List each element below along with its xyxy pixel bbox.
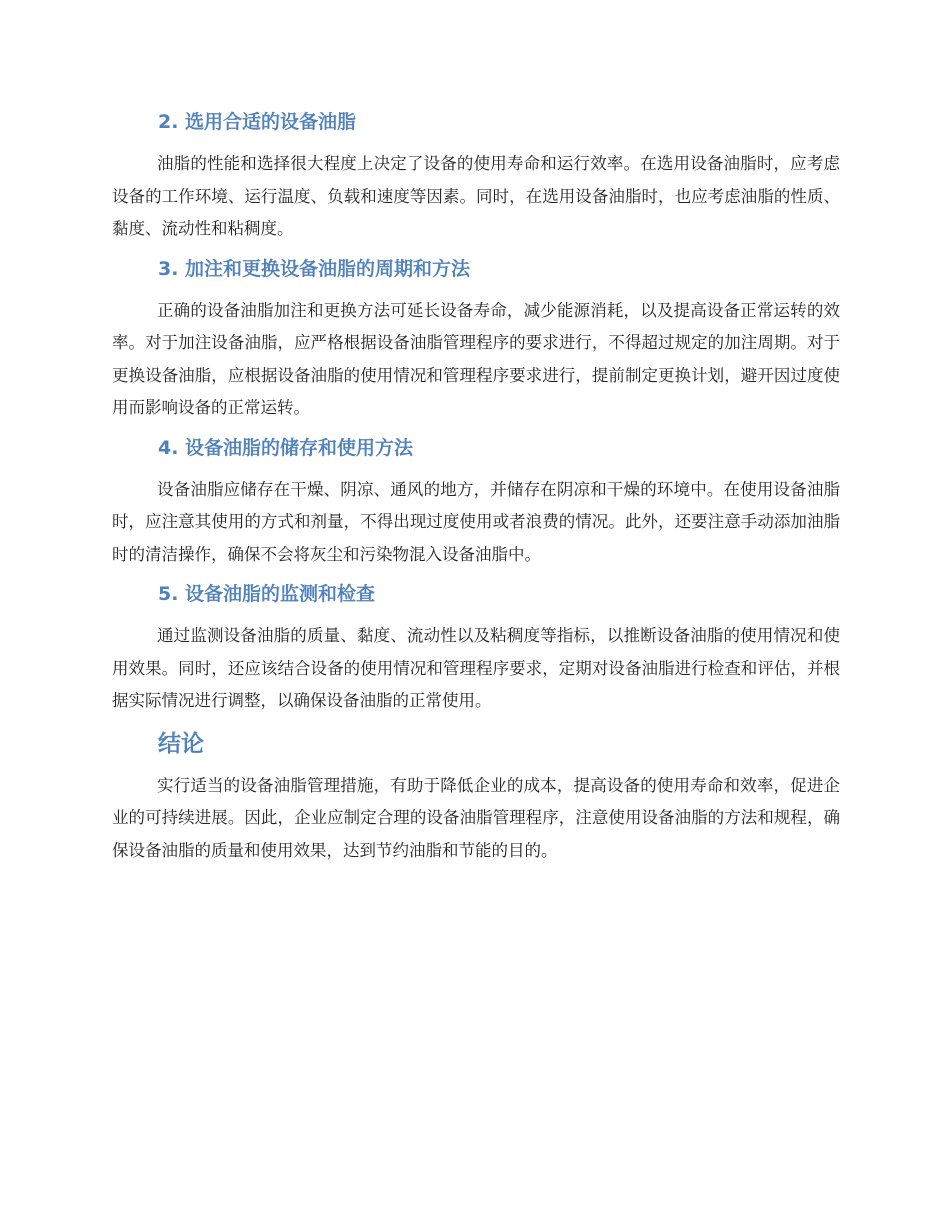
section-heading: 4. 设备油脂的储存和使用方法: [158, 436, 414, 459]
section-paragraph: 正确的设备油脂加注和更换方法可延长设备寿命，减少能源消耗，以及提高设备正常运转的效率。对于加注设备油脂，应严格根据设备油脂管理程序的要求进行，不得超过规定的加注周期。对于更换设备油脂，应根据设备油脂的使用情况和管理程序要求进行，提前制定更换计划，避开因过度使用而影响设备的正常运转。: [112, 300, 840, 417]
conclusion-heading: 结论: [158, 730, 204, 757]
section-refill-replace: [112, 255, 840, 425]
section-paragraph: 设备油脂应储存在干燥、阴凉、通风的地方，并储存在阴凉和干燥的环境中。在使用设备油脂时，应注意其使用的方式和剂量，不得出现过度使用或者浪费的情况。此外，还要注意手动添加油脂时的清洁操作，确保不会将灰尘和污染物混入设备油脂中。: [112, 479, 840, 564]
section-conclusion: [112, 727, 840, 868]
section-heading: 5. 设备油脂的监测和检查: [158, 583, 376, 605]
section-paragraph: 通过监测设备油脂的质量、黏度、流动性以及粘稠度等指标，以推断设备油脂的使用情况和使用效果。同时，还应该结合设备的使用情况和管理程序要求，定期对设备油脂进行检查和评估，并根据实际情况进行调整，以确保设备油脂的正常使用。: [112, 626, 840, 710]
conclusion-paragraph: 实行适当的设备油脂管理措施，有助于降低企业的成本，提高设备的使用寿命和效率，促进企业的可持续进展。因此，企业应制定合理的设备油脂管理程序，注意使用设备油脂的方法和规程，确保设备油脂的质量和使用效果，达到节约油脂和节能的目的。: [112, 775, 840, 860]
section-heading: 2. 选用合适的设备油脂: [158, 111, 357, 133]
section-heading: 3. 加注和更换设备油脂的周期和方法: [158, 257, 471, 280]
section-storage-usage: [112, 434, 840, 572]
section-monitoring-inspection: [112, 580, 840, 718]
section-select-grease: [112, 108, 840, 246]
section-paragraph: 油脂的性能和选择很大程度上决定了设备的使用寿命和运行效率。在选用设备油脂时，应考虑设备的工作环境、运行温度、负载和速度等因素。同时，在选用设备油脂时，也应考虑油脂的性质、黏度、流动性和粘稠度。: [112, 154, 840, 238]
document-page: [112, 108, 840, 876]
